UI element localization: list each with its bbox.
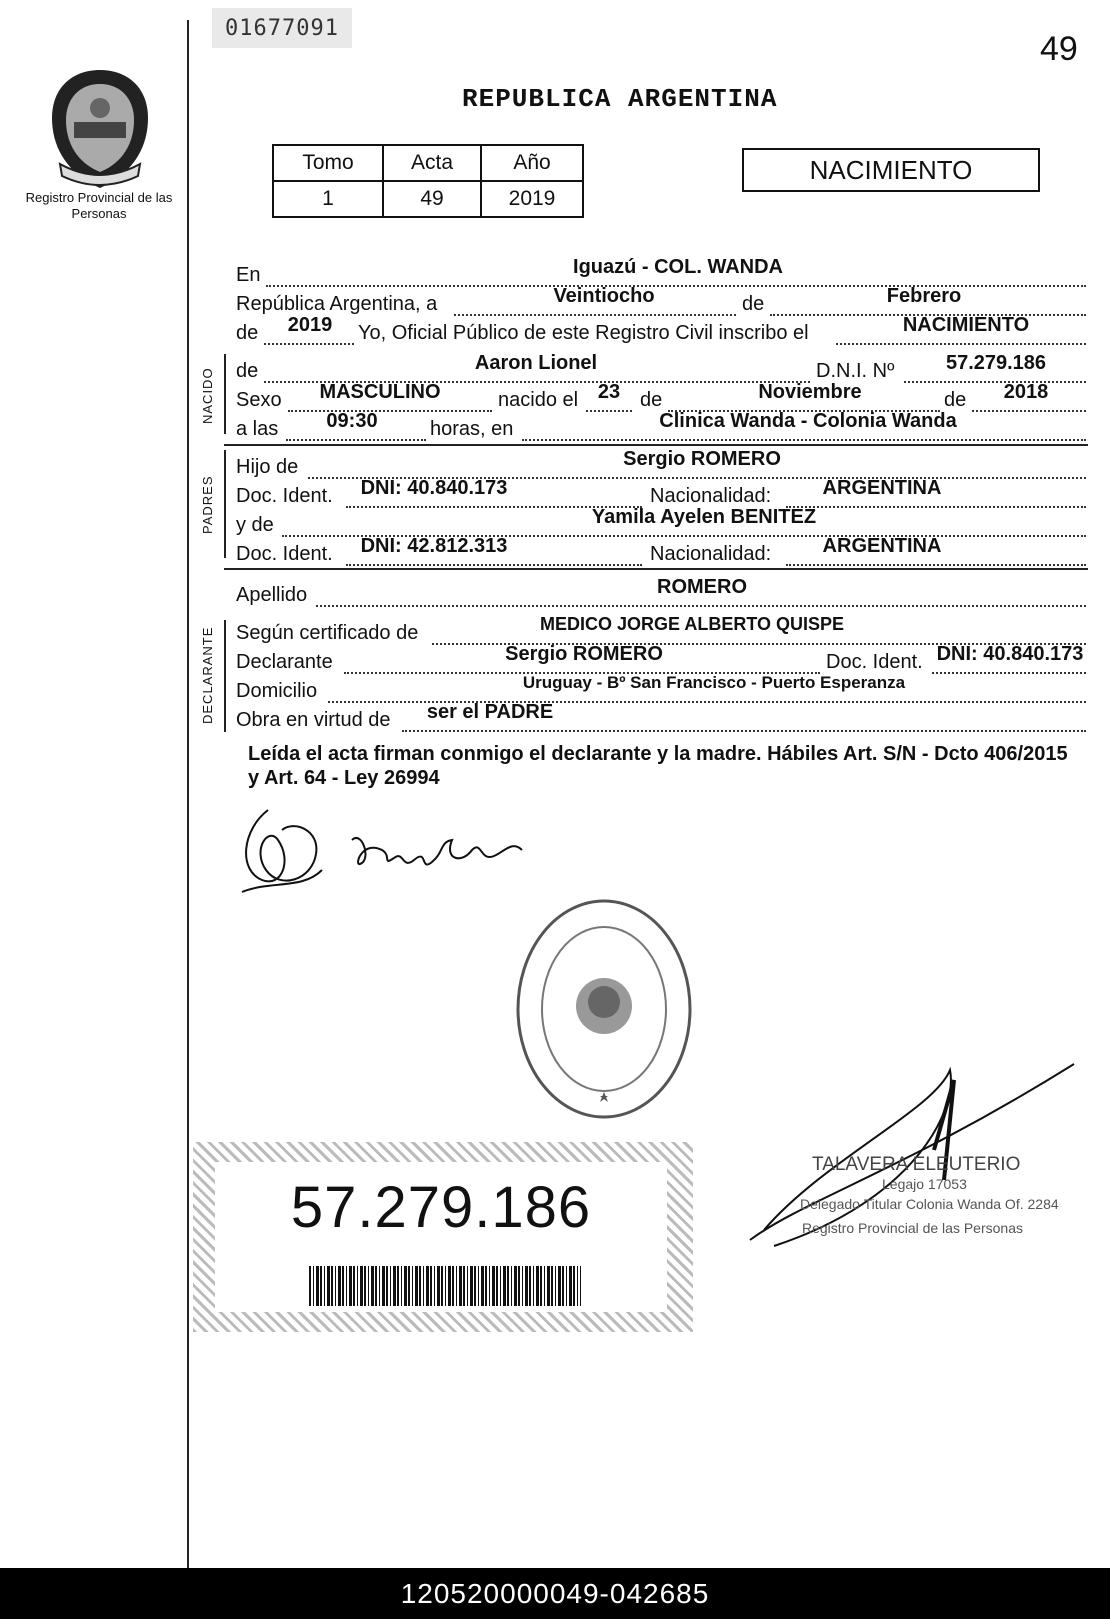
registry-caption: Registro Provincial de las Personas [25,190,173,221]
value-declarante-doc: DNI: 40.840.173 [936,643,1084,665]
official-legajo: Legajo 17053 [882,1176,967,1192]
official-registro: Registro Provincial de las Personas [802,1220,1023,1236]
dotted-line [266,285,1086,287]
section-divider [224,444,1088,446]
section-bracket [224,620,226,732]
label-segun: Según certificado de [236,622,419,644]
value-obra: ser el PADRE [426,701,554,723]
value-nombre: Aaron Lionel [474,352,598,374]
tomo-value: 1 [273,181,383,217]
label-declarante: Declarante [236,651,333,673]
value-madre: Yamila Ayelen BENITEZ [591,506,817,528]
label-en: En [236,264,261,286]
label-horas-en: horas, en [430,418,514,440]
label-nacido-el: nacido el [498,389,579,411]
value-mes-inscripcion: Febrero [886,285,962,307]
value-madre-doc: DNI: 42.812.313 [360,535,508,557]
anio-value: 2019 [481,181,583,217]
label-yo: Yo, Oficial Público de este Registro Civil inscribo el [358,322,809,344]
page-number: 49 [1040,30,1078,68]
dotted-line [402,730,1086,732]
value-apellido: ROMERO [657,576,747,598]
label-de: de [236,322,259,344]
value-sexo: MASCULINO [319,381,441,403]
value-madre-nac: ARGENTINA [822,535,942,557]
official-name: TALAVERA ELEUTERIO [812,1154,1021,1175]
section-label-nacido: NACIDO [200,367,215,424]
registry-seal-icon [512,896,696,1122]
tomo-header: Tomo [273,145,383,181]
dotted-line [586,410,632,412]
label-apellido: Apellido [236,584,308,606]
value-padre-nac: ARGENTINA [822,477,942,499]
label-republica: República Argentina, a [236,293,438,315]
document-title: REPUBLICA ARGENTINA [462,84,778,114]
dotted-line [786,506,1086,508]
label-de: de [236,360,259,382]
value-certificado: MEDICO JORGE ALBERTO QUISPE [539,614,845,634]
dotted-line [316,605,1086,607]
section-bracket [224,354,226,434]
label-y-de: y de [236,514,274,536]
section-bracket [224,450,226,558]
section-divider [224,568,1088,570]
footer-code: 120520000049-042685 [0,1568,1110,1619]
label-domicilio: Domicilio [236,680,318,702]
control-number: 01677091 [212,8,352,48]
closing-statement: Leída el acta firman conmigo el declarante y la madre. Hábiles Art. S/N - Dcto 406/2015 y Art. 64 - Ley 26994 [248,743,1068,789]
value-dia-nac: 23 [597,381,621,403]
value-anio-inscripcion: 2019 [287,314,333,336]
label-hijo-de: Hijo de [236,456,299,478]
label-obra: Obra en virtud de [236,709,391,731]
dni-label-inner [215,1162,667,1312]
dotted-line [288,410,492,412]
value-anio-nac: 2018 [1003,381,1049,403]
dotted-line [836,343,1086,345]
dotted-line [286,439,426,441]
signature-icon [232,800,552,910]
label-doc-ident: Doc. Ident. [236,485,333,507]
value-mes-nac: Noviembre [758,381,862,403]
value-domicilio: Uruguay - Bº San Francisco - Puerto Esperanza [522,673,906,692]
label-doc-ident: Doc. Ident. [236,543,333,565]
acta-value: 49 [383,181,481,217]
value-tipo: NACIMIENTO [902,314,1030,336]
value-declarante: Sergio ROMERO [505,643,663,665]
tomo-acta-anio-table [272,144,584,218]
label-de: de [640,389,663,411]
value-dni: 57.279.186 [945,352,1047,374]
label-a-las: a las [236,418,279,440]
dni-label [193,1142,693,1332]
dotted-line [346,564,642,566]
label-nacionalidad: Nacionalidad: [650,543,772,565]
dotted-line [932,672,1086,674]
section-label-padres: PADRES [200,475,215,534]
act-type-box: NACIMIENTO [742,148,1040,192]
dni-number: 57.279.186 [290,1175,592,1240]
anio-header: Año [481,145,583,181]
dotted-line [972,410,1086,412]
dotted-line [904,381,1086,383]
dotted-line [454,314,736,316]
label-de: de [944,389,967,411]
official-cargo: Delegado Titular Colonia Wanda Of. 2284 [800,1196,1059,1212]
value-padre: Sergio ROMERO [623,448,781,470]
label-doc-ident: Doc. Ident. [826,651,923,673]
value-hora: 09:30 [326,410,378,432]
section-label-declarante: DECLARANTE [200,626,215,724]
left-margin-line [187,20,189,1568]
label-de: de [742,293,765,315]
label-nacionalidad: Nacionalidad: [650,485,772,507]
label-sexo: Sexo [236,389,282,411]
value-lugar: Iguazú - COL. WANDA [573,256,783,278]
label-dni: D.N.I. Nº [816,360,895,382]
province-crest-icon [40,64,160,194]
dotted-line [264,343,354,345]
value-padre-doc: DNI: 40.840.173 [360,477,508,499]
acta-header: Acta [383,145,481,181]
dotted-line [786,564,1086,566]
value-dia-inscripcion: Veintiocho [553,285,655,307]
value-lugar-nac: Clinica Wanda - Colonia Wanda [659,410,957,432]
dotted-line [522,439,1086,441]
barcode [309,1266,581,1306]
